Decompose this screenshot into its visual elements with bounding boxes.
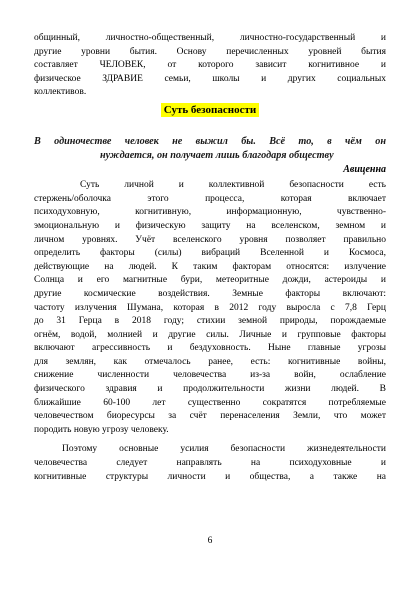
text-line: Солнца и его магнитные бури, метеоритные дожди, астероиды и bbox=[34, 275, 386, 286]
text-line: коллективов. bbox=[34, 87, 87, 98]
text-line: другие уровни бытия. Основу перечисленных уровней бытия bbox=[34, 46, 386, 57]
text-line: когнитивные структуры личности и общества, а также на bbox=[34, 471, 386, 482]
text-line: определить факторы (силы) вибраций Вселенной и Космоса, bbox=[34, 248, 386, 259]
text-line: физического здравия и продолжительности жизни людей. В bbox=[34, 384, 386, 395]
text-line: общинный, личностно-общественный, личностно-государственный и bbox=[34, 33, 386, 43]
section-heading-wrap bbox=[34, 104, 386, 119]
text-line: физическое ЗДРАВИЕ семьи, школы и других социальных bbox=[34, 73, 386, 84]
text-line: включают агрессивность и бездуховность. Ныне главные угрозы bbox=[34, 343, 386, 354]
document-page bbox=[34, 32, 386, 484]
text-line: огнём, водой, молнией и другие силы. Личные и групповые факторы bbox=[34, 329, 386, 340]
text-line: эмоциональную и физическую защиту на вселенском, земном и bbox=[34, 220, 386, 231]
text-line: до 31 Герца в 2018 году; стихии земной природы, порождаемые bbox=[34, 316, 386, 327]
body-paragraph bbox=[34, 179, 386, 437]
text-line: человечества следует направлять на психодуховные и bbox=[34, 458, 386, 469]
text-line: частоту излучения Шумана, которая в 2012 году выросла с 7,8 Герц bbox=[34, 302, 386, 313]
text-line: Суть личной и коллективной безопасности есть bbox=[80, 180, 386, 191]
epigraph-line: нуждается, он получает лишь благодаря обществу bbox=[100, 149, 334, 161]
closing-paragraph bbox=[34, 443, 386, 484]
text-line: другие космические воздействия. Земные факторы включают: bbox=[34, 288, 386, 299]
page-number: 6 bbox=[207, 536, 213, 546]
text-line: снижение численности человечества из-за войн, ослабление bbox=[34, 370, 386, 381]
text-line: личном уровнях. Учёт вселенского уровня позволяет правильно bbox=[34, 234, 386, 245]
epigraph bbox=[34, 135, 386, 163]
intro-paragraph bbox=[34, 32, 386, 100]
text-line: психодуховную, когнитивную, информационную, чувственно- bbox=[34, 207, 386, 218]
section-heading: Суть безопасности bbox=[161, 103, 259, 117]
text-line: действующие на людей. К таким факторам относятся: излучение bbox=[34, 261, 386, 272]
epigraph-line: В одиночестве человек не выжил бы. Всё то, в чём он bbox=[34, 135, 386, 147]
text-line: породить новую угрозу человеку. bbox=[34, 424, 169, 435]
text-line: Поэтому основные усилия безопасности жизнедеятельности bbox=[62, 444, 386, 455]
text-line: составляет ЧЕЛОВЕК, от которого зависит когнитивное и bbox=[34, 60, 386, 71]
text-line: стержень/оболочка этого процесса, которая включает bbox=[34, 193, 386, 204]
text-line: ближайшие 60-100 лет существенно сократятся потребляемые bbox=[34, 397, 386, 408]
text-line: для землян, как отмечалось ранее, есть: когнитивные войны, bbox=[34, 356, 386, 367]
text-line: человечеством биоресурсы за счёт перенаселения Земли, что может bbox=[34, 411, 386, 422]
epigraph-author: Авиценна bbox=[343, 163, 386, 175]
